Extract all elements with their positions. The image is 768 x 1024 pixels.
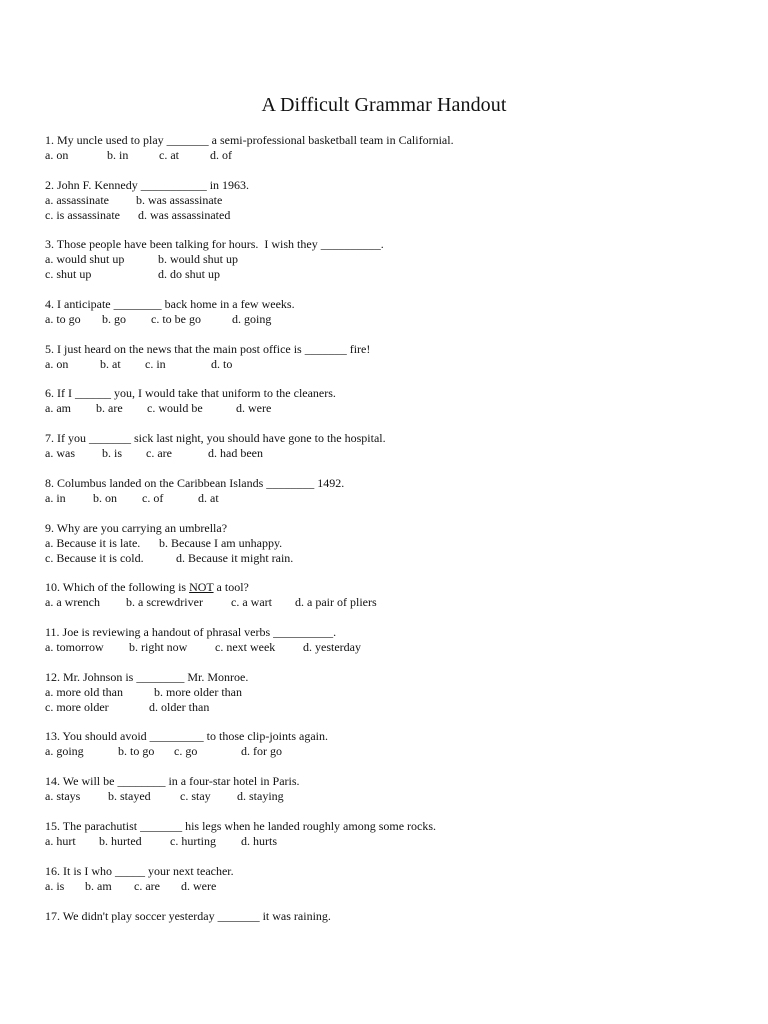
answer-options-row bbox=[45, 193, 745, 208]
answer-option: d. older than bbox=[149, 700, 210, 714]
answer-option: b. are bbox=[96, 401, 123, 415]
question-text-part: 11. Joe is reviewing a handout of phrasal verbs __________. bbox=[45, 625, 337, 639]
answer-options-row bbox=[45, 834, 745, 849]
question-text-part: 4. I anticipate ________ back home in a few weeks. bbox=[45, 297, 295, 311]
answer-option: c. go bbox=[174, 744, 198, 758]
answer-option: c. are bbox=[146, 446, 172, 460]
question-5 bbox=[45, 342, 745, 372]
question-text-part: 9. Why are you carrying an umbrella? bbox=[45, 521, 228, 535]
answer-option: a. on bbox=[45, 148, 69, 162]
question-text bbox=[45, 774, 745, 789]
question-text bbox=[45, 521, 745, 536]
answer-option: a. more old than bbox=[45, 685, 123, 699]
answer-option: b. at bbox=[100, 357, 121, 371]
answer-option: b. hurted bbox=[99, 834, 142, 848]
answer-option: c. is assassinate bbox=[45, 208, 120, 222]
answer-options-row bbox=[45, 491, 745, 506]
answer-option: b. to go bbox=[118, 744, 155, 758]
answer-option: b. stayed bbox=[108, 789, 151, 803]
answer-option: a. in bbox=[45, 491, 66, 505]
answer-option: d. Because it might rain. bbox=[176, 551, 294, 565]
answer-option: a. was bbox=[45, 446, 75, 460]
answer-option: a. going bbox=[45, 744, 84, 758]
question-text-part: 17. We didn't play soccer yesterday _______ it was raining. bbox=[45, 909, 331, 923]
question-text-part: 10. Which of the following is bbox=[45, 580, 190, 594]
answer-option: c. a wart bbox=[231, 595, 272, 609]
answer-option: d. a pair of pliers bbox=[295, 595, 377, 609]
question-12 bbox=[45, 670, 745, 715]
answer-option: a. am bbox=[45, 401, 71, 415]
answer-option: c. next week bbox=[215, 640, 276, 654]
answer-options-row bbox=[45, 401, 745, 416]
answer-option: a. tomorrow bbox=[45, 640, 104, 654]
page-title: A Difficult Grammar Handout bbox=[261, 94, 507, 116]
answer-option: b. on bbox=[93, 491, 117, 505]
question-16 bbox=[45, 864, 745, 894]
answer-option: b. in bbox=[107, 148, 129, 162]
question-11 bbox=[45, 625, 745, 655]
question-text bbox=[45, 864, 745, 879]
answer-options-row bbox=[45, 148, 745, 163]
answer-option: d. for go bbox=[241, 744, 282, 758]
question-text-part: 15. The parachutist _______ his legs when he landed roughly among some rocks. bbox=[45, 819, 437, 833]
question-10 bbox=[45, 580, 745, 610]
question-text-part: 3. Those people have been talking for hours. I wish they __________. bbox=[45, 237, 384, 251]
answer-option: c. of bbox=[142, 491, 164, 505]
answer-options-row bbox=[45, 595, 745, 610]
question-text bbox=[45, 819, 745, 834]
question-text bbox=[45, 670, 745, 685]
question-1 bbox=[45, 133, 745, 163]
answer-option: c. at bbox=[159, 148, 179, 162]
question-text-part: 12. Mr. Johnson is ________ Mr. Monroe. bbox=[45, 670, 249, 684]
answer-option: a. is bbox=[45, 879, 65, 893]
answer-option: d. do shut up bbox=[158, 267, 221, 281]
question-text bbox=[45, 580, 745, 595]
question-text-part: 8. Columbus landed on the Caribbean Islands ________ 1492. bbox=[45, 476, 345, 490]
question-text-part: 13. You should avoid _________ to those clip-joints again. bbox=[45, 729, 328, 743]
answer-options-row bbox=[45, 446, 745, 461]
question-text-part: 16. It is I who _____ your next teacher. bbox=[45, 864, 234, 878]
answer-option: d. at bbox=[198, 491, 219, 505]
question-9 bbox=[45, 521, 745, 566]
answer-options-row bbox=[45, 536, 745, 551]
question-text-part: 6. If I ______ you, I would take that uniform to the cleaners. bbox=[45, 386, 336, 400]
question-text-part: 5. I just heard on the news that the main post office is _______ fire! bbox=[45, 342, 371, 356]
answer-options-row bbox=[45, 640, 745, 655]
question-4 bbox=[45, 297, 745, 327]
question-text bbox=[45, 297, 745, 312]
answer-option: c. Because it is cold. bbox=[45, 551, 144, 565]
question-15 bbox=[45, 819, 745, 849]
question-14 bbox=[45, 774, 745, 804]
answer-option: c. shut up bbox=[45, 267, 92, 281]
answer-options-row bbox=[45, 252, 745, 267]
answer-options-row bbox=[45, 551, 745, 566]
answer-option: d. were bbox=[236, 401, 272, 415]
question-text-part: a tool? bbox=[213, 580, 249, 594]
question-text bbox=[45, 133, 745, 148]
answer-option: d. of bbox=[210, 148, 232, 162]
answer-option: c. would be bbox=[147, 401, 203, 415]
question-text bbox=[45, 178, 745, 193]
answer-option: d. yesterday bbox=[303, 640, 361, 654]
question-3 bbox=[45, 237, 745, 282]
answer-option: a. stays bbox=[45, 789, 81, 803]
answer-option: b. right now bbox=[129, 640, 188, 654]
question-text bbox=[45, 237, 745, 252]
answer-option: d. going bbox=[232, 312, 272, 326]
answer-option: a. would shut up bbox=[45, 252, 125, 266]
question-6 bbox=[45, 386, 745, 416]
answer-option: c. stay bbox=[180, 789, 211, 803]
answer-option: c. to be go bbox=[151, 312, 201, 326]
answer-option: c. more older bbox=[45, 700, 109, 714]
answer-option: c. hurting bbox=[170, 834, 216, 848]
answer-option: a. Because it is late. bbox=[45, 536, 141, 550]
question-7 bbox=[45, 431, 745, 461]
answer-option: d. were bbox=[181, 879, 217, 893]
answer-option: d. had been bbox=[208, 446, 263, 460]
question-text bbox=[45, 476, 745, 491]
question-13 bbox=[45, 729, 745, 759]
answer-option: b. a screwdriver bbox=[126, 595, 203, 609]
question-text bbox=[45, 386, 745, 401]
answer-option: a. a wrench bbox=[45, 595, 100, 609]
answer-options-row bbox=[45, 744, 745, 759]
question-text-part: 1. My uncle used to play _______ a semi-professional basketball team in Californial. bbox=[45, 133, 454, 147]
question-17 bbox=[45, 909, 745, 924]
answer-option: a. to go bbox=[45, 312, 81, 326]
answer-options-row bbox=[45, 700, 745, 715]
answer-option: c. in bbox=[145, 357, 166, 371]
answer-options-row bbox=[45, 685, 745, 700]
question-text-part: 14. We will be ________ in a four-star hotel in Paris. bbox=[45, 774, 300, 788]
answer-options-row bbox=[45, 789, 745, 804]
question-8 bbox=[45, 476, 745, 506]
question-text bbox=[45, 625, 745, 640]
answer-option: d. was assassinated bbox=[138, 208, 231, 222]
question-text bbox=[45, 431, 745, 446]
answer-option: b. go bbox=[102, 312, 126, 326]
answer-options-row bbox=[45, 267, 745, 282]
question-text bbox=[45, 342, 745, 357]
answer-option: d. hurts bbox=[241, 834, 277, 848]
answer-option: b. Because I am unhappy. bbox=[159, 536, 283, 550]
answer-options-row bbox=[45, 312, 745, 327]
answer-option: b. more older than bbox=[154, 685, 242, 699]
question-text-part: 7. If you _______ sick last night, you should have gone to the hospital. bbox=[45, 431, 386, 445]
question-text bbox=[45, 909, 745, 924]
question-text bbox=[45, 729, 745, 744]
answer-option: b. am bbox=[85, 879, 112, 893]
answer-option: c. are bbox=[134, 879, 160, 893]
answer-option: a. on bbox=[45, 357, 69, 371]
answer-options-row bbox=[45, 208, 745, 223]
emphasis-text: NOT bbox=[189, 580, 214, 594]
answer-option: b. was assassinate bbox=[136, 193, 223, 207]
answer-option: a. assassinate bbox=[45, 193, 109, 207]
answer-options-row bbox=[45, 879, 745, 894]
answer-option: d. to bbox=[211, 357, 233, 371]
question-2 bbox=[45, 178, 745, 223]
answer-option: b. is bbox=[102, 446, 123, 460]
answer-option: a. hurt bbox=[45, 834, 76, 848]
answer-options-row bbox=[45, 357, 745, 372]
question-text-part: 2. John F. Kennedy ___________ in 1963. bbox=[45, 178, 250, 192]
answer-option: b. would shut up bbox=[158, 252, 239, 266]
answer-option: d. staying bbox=[237, 789, 284, 803]
